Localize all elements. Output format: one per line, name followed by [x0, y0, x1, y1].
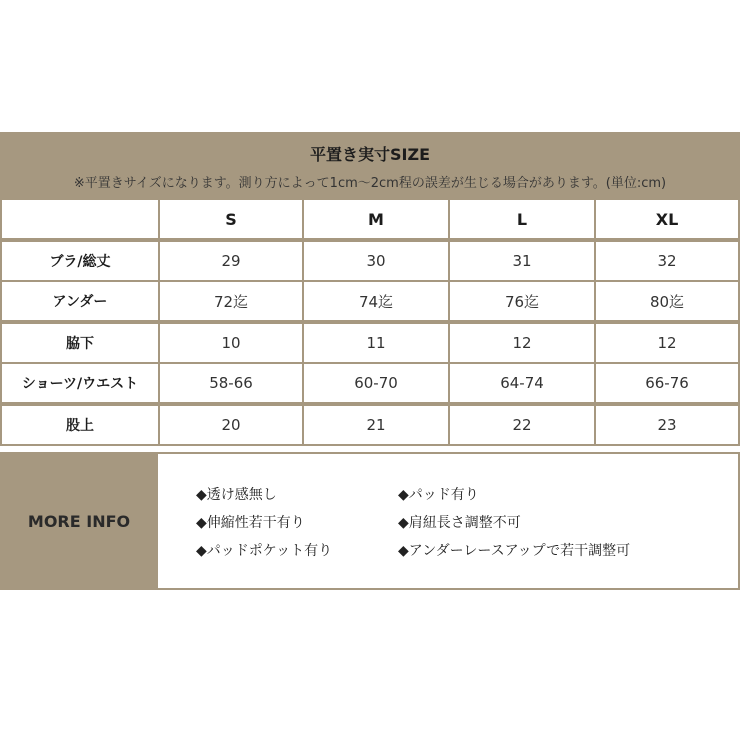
- more-info-box: [158, 454, 738, 588]
- info-item-lace-up-adjustable: ◆アンダーレースアップで若干調整可: [398, 543, 631, 559]
- row-header-bra-length: ブラ/総丈: [2, 242, 158, 280]
- info-item-strap-not-adjustable: ◆肩紐長さ調整不可: [398, 515, 521, 531]
- table-cell: 11: [304, 324, 448, 362]
- size-table: [0, 198, 740, 446]
- row-header-shorts-waist: ショーツ/ウエスト: [2, 364, 158, 402]
- table-cell: 12: [450, 324, 594, 362]
- table-cell: 66-76: [596, 364, 738, 402]
- table-cell: 80迄: [596, 282, 738, 320]
- column-header-xl: XL: [596, 200, 738, 238]
- size-chart-title: 平置き実寸SIZE: [309, 145, 430, 164]
- column-header-l: L: [450, 200, 594, 238]
- table-cell: 29: [160, 242, 302, 280]
- table-cell: 23: [596, 406, 738, 444]
- info-item-some-stretch: ◆伸縮性若干有り: [196, 515, 305, 531]
- table-cell: 32: [596, 242, 738, 280]
- column-header-m: M: [304, 200, 448, 238]
- table-cell: 30: [304, 242, 448, 280]
- table-cell: 10: [160, 324, 302, 362]
- size-chart-header: [0, 132, 740, 198]
- info-item-no-see-through: ◆透け感無し: [196, 487, 277, 503]
- row-header-underarm: 脇下: [2, 324, 158, 362]
- table-cell: 20: [160, 406, 302, 444]
- table-cell: 21: [304, 406, 448, 444]
- table-cell: 76迄: [450, 282, 594, 320]
- row-header-rise: 股上: [2, 406, 158, 444]
- more-info-label: MORE INFO: [27, 511, 131, 531]
- size-chart-note: ※平置きサイズになります。測り方によって1cm～2cm程の誤差が生じる場合があります。(単位:cm): [73, 176, 667, 191]
- info-item-padded: ◆パッド有り: [398, 487, 479, 503]
- more-info-section: [0, 452, 740, 590]
- row-header-under: アンダー: [2, 282, 158, 320]
- table-cell: 58-66: [160, 364, 302, 402]
- table-cell: 12: [596, 324, 738, 362]
- table-cell: 64-74: [450, 364, 594, 402]
- table-cell: 22: [450, 406, 594, 444]
- table-cell: 72迄: [160, 282, 302, 320]
- table-cell: 74迄: [304, 282, 448, 320]
- table-cell: 60-70: [304, 364, 448, 402]
- column-header-s: S: [160, 200, 302, 238]
- table-cell: 31: [450, 242, 594, 280]
- table-corner-cell: [2, 200, 158, 238]
- info-item-pad-pocket: ◆パッドポケット有り: [196, 543, 333, 559]
